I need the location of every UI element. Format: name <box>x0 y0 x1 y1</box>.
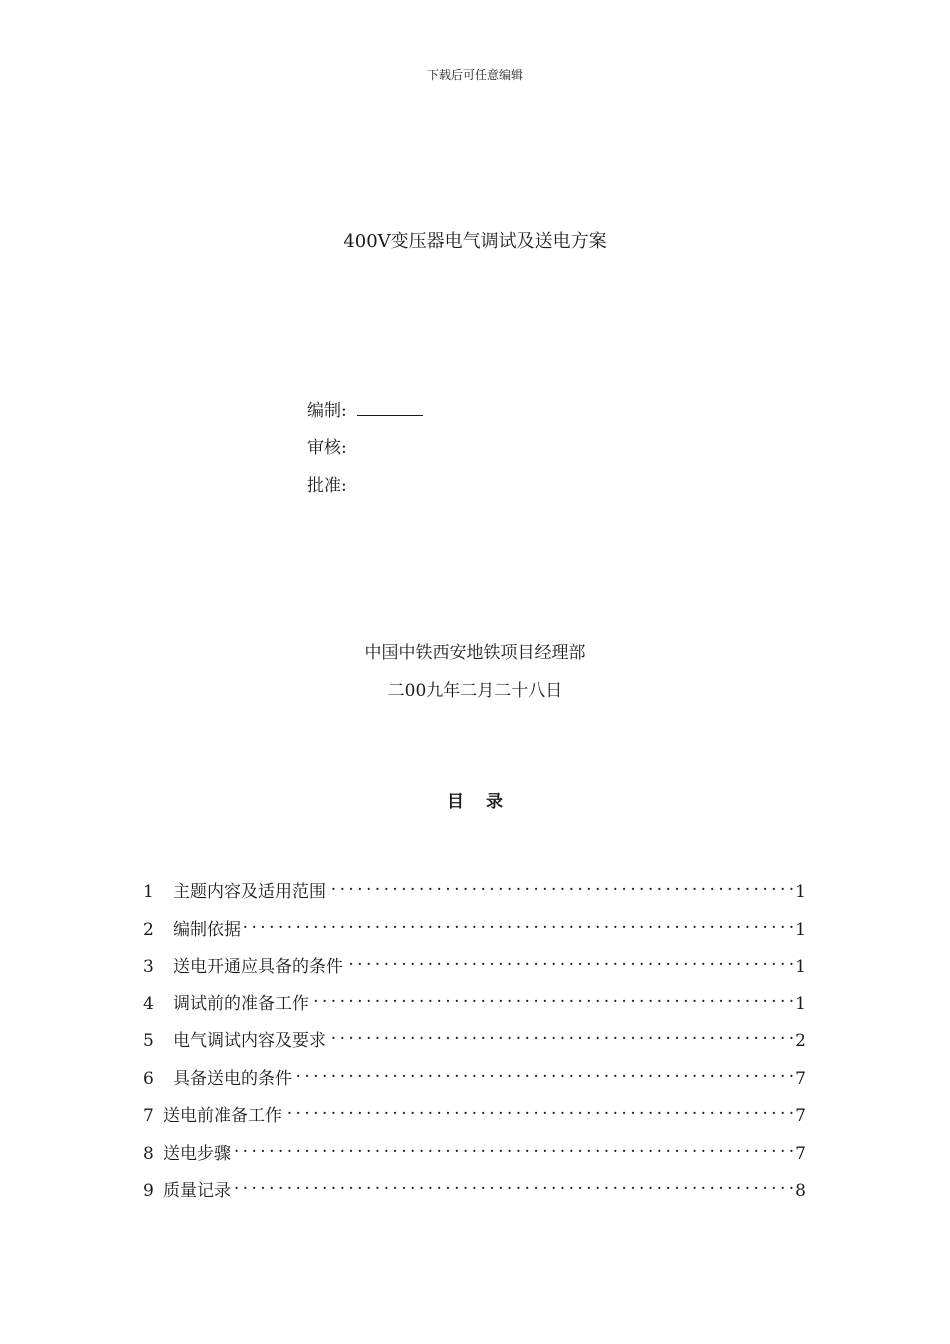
document-title: 400V变压器电气调试及送电方案 <box>343 231 607 252</box>
toc-entry[interactable] <box>143 1022 806 1051</box>
signature-row-reviewed <box>307 436 347 460</box>
toc-title-char: 目 <box>447 792 464 812</box>
toc-entry-number: 9 <box>143 1181 154 1201</box>
toc-entry-number: 4 <box>143 994 154 1014</box>
document-date: 二00九年二月二十八日 <box>387 681 563 701</box>
toc-leader-dots <box>328 1022 793 1046</box>
toc-entry-label: 送电开通应具备的条件 <box>173 957 343 977</box>
toc-title <box>0 787 950 812</box>
toc-leader-dots <box>233 1172 793 1196</box>
organization-name: 中国中铁西安地铁项目经理部 <box>364 643 586 663</box>
toc-entry[interactable] <box>143 911 806 940</box>
toc-entry-number: 8 <box>143 1144 154 1164</box>
toc-entry-page: 7 <box>795 1106 806 1126</box>
toc-leader-dots <box>328 873 793 897</box>
toc-entry-label: 送电步骤 <box>163 1144 231 1164</box>
toc-entry-page: 1 <box>795 920 806 940</box>
toc-entry[interactable] <box>143 948 806 977</box>
toc-leader-dots <box>294 1060 793 1084</box>
signature-blank-line <box>357 398 423 416</box>
toc-title-char: 录 <box>486 792 503 812</box>
toc-entry[interactable] <box>143 1060 806 1089</box>
toc-entry-number: 5 <box>143 1031 154 1051</box>
toc-entry-number: 7 <box>143 1106 154 1126</box>
toc-entry-number: 1 <box>143 882 154 902</box>
toc-leader-dots <box>311 985 793 1009</box>
toc-entry[interactable] <box>143 1172 806 1201</box>
toc-entry[interactable] <box>143 985 806 1014</box>
signature-label: 批准: <box>307 476 347 496</box>
toc-entry[interactable] <box>143 1135 806 1164</box>
signature-row-compiled <box>307 398 423 422</box>
toc-entry-label: 送电前准备工作 <box>163 1106 282 1126</box>
toc-entry-page: 7 <box>795 1069 806 1089</box>
toc-entry-label: 调试前的准备工作 <box>173 994 309 1014</box>
toc-leader-dots <box>233 1135 793 1159</box>
signature-label: 编制: <box>307 401 347 421</box>
toc-entry-page: 8 <box>795 1181 806 1201</box>
toc-entry-label: 电气调试内容及要求 <box>173 1031 326 1051</box>
toc-entry-number: 6 <box>143 1069 154 1089</box>
toc-entry-number: 2 <box>143 920 154 940</box>
toc-entry-page: 7 <box>795 1144 806 1164</box>
toc-entry-label: 具备送电的条件 <box>173 1069 292 1089</box>
toc-entry-page: 2 <box>795 1031 806 1051</box>
toc-entry-page: 1 <box>795 994 806 1014</box>
toc-entry-label: 质量记录 <box>163 1181 231 1201</box>
toc-leader-dots <box>345 948 793 972</box>
toc-entry-page: 1 <box>795 957 806 977</box>
toc-entry-label: 主题内容及适用范围 <box>173 882 326 902</box>
toc-entry[interactable] <box>143 873 806 902</box>
toc-leader-dots <box>284 1097 793 1121</box>
toc-entry[interactable] <box>143 1097 806 1126</box>
signature-label: 审核: <box>307 438 347 458</box>
toc-leader-dots <box>243 911 793 935</box>
header-note: 下载后可任意编辑 <box>426 68 523 82</box>
toc-entry-number: 3 <box>143 957 154 977</box>
toc-entry-page: 1 <box>795 882 806 902</box>
toc-entry-label: 编制依据 <box>173 920 241 940</box>
signature-row-approved <box>307 474 347 498</box>
